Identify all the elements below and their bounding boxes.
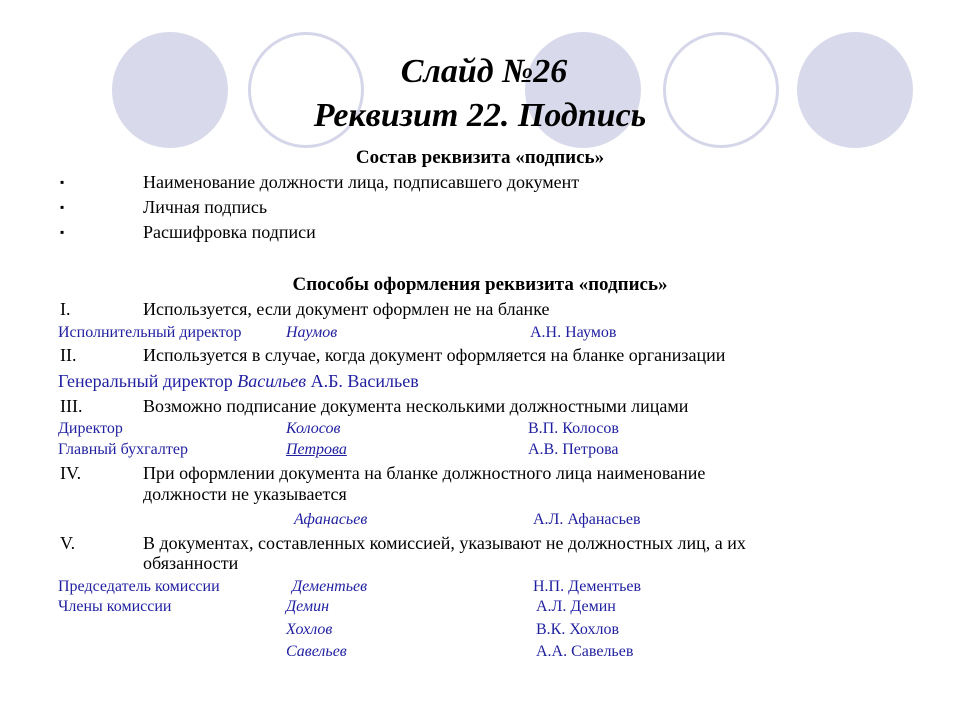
method-5-row3-name: В.К. Хохлов	[536, 621, 620, 638]
composition-heading: Состав реквизита «подпись»	[355, 147, 605, 168]
method-4-text-line2: должности не указывается	[143, 484, 347, 504]
method-1-name: А.Н. Наумов	[530, 324, 617, 341]
methods-heading: Способы оформления реквизита «подпись»	[292, 274, 668, 295]
method-3-row1-name: В.П. Колосов	[528, 420, 619, 437]
method-3-row2-signature: Петрова	[286, 441, 347, 458]
method-5-row1-name: Н.П. Дементьев	[533, 578, 642, 595]
method-3-text: Возможно подписание документа несколькими должностными лицами	[143, 396, 689, 416]
bullet-icon: ▪	[60, 200, 65, 214]
method-5-row1-signature: Дементьев	[292, 578, 368, 595]
slide-title: Реквизит 22. Подпись	[313, 97, 647, 134]
method-5-text-line1: В документах, составленных комиссией, указывают не должностных лиц, а их	[143, 533, 746, 553]
slide-number-title: Слайд №26	[400, 53, 568, 90]
method-3-row1-signature: Колосов	[286, 420, 341, 437]
composition-item-2: Личная подпись	[143, 197, 268, 217]
method-2-text: Используется в случае, когда документ оформляется на бланке организации	[143, 345, 726, 365]
method-4-name: А.Л. Афанасьев	[533, 511, 641, 528]
composition-item-3: Расшифровка подписи	[143, 222, 316, 242]
method-5-row2-name: А.Л. Демин	[536, 598, 616, 615]
method-4-signature: Афанасьев	[294, 511, 368, 528]
method-2-number: II.	[60, 345, 77, 365]
method-5-row3-signature: Хохлов	[286, 621, 333, 638]
method-1-number: I.	[60, 299, 71, 319]
bullet-icon: ▪	[60, 225, 65, 239]
bullet-icon: ▪	[60, 175, 65, 189]
method-1-text: Используется, если документ оформлен не на бланке	[143, 299, 550, 319]
method-1-signature: Наумов	[286, 324, 338, 341]
method-4-number: IV.	[60, 463, 82, 483]
method-1-position: Исполнительный директор	[58, 324, 242, 341]
method-2-name: А.Б. Васильев	[310, 371, 419, 391]
method-5-row1-position: Председатель комиссии	[58, 578, 220, 595]
method-5-row4-signature: Савельев	[286, 643, 347, 660]
method-5-row4-name: А.А. Савельев	[536, 643, 634, 660]
method-2-position: Генеральный директор	[58, 371, 233, 391]
method-2-example	[58, 371, 419, 392]
method-4-text-line1: При оформлении документа на бланке должностного лица наименование	[143, 463, 706, 483]
method-3-row2-position: Главный бухгалтер	[58, 441, 188, 458]
method-3-row1-position: Директор	[58, 420, 123, 437]
method-5-number: V.	[60, 533, 76, 553]
method-5-text-line2: обязанности	[143, 553, 239, 573]
method-5-row2-signature: Демин	[286, 598, 330, 615]
method-2-signature: Васильев	[237, 371, 307, 391]
method-3-row2-name: А.В. Петрова	[528, 441, 619, 458]
method-5-row2-position: Члены комиссии	[58, 598, 172, 615]
composition-item-1: Наименование должности лица, подписавшего документ	[143, 172, 580, 192]
method-3-number: III.	[60, 396, 83, 416]
